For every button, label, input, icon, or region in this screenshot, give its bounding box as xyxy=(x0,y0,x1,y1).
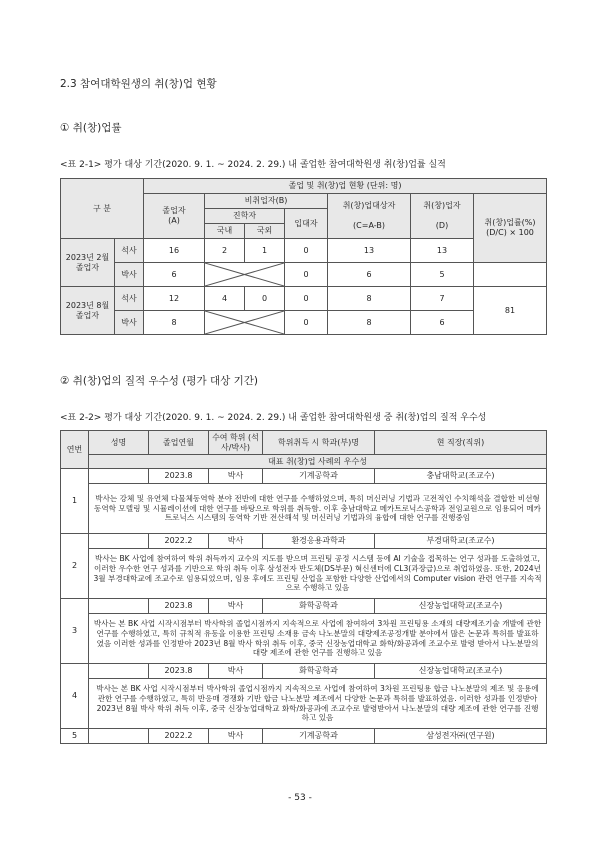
case-job: 삼성전자㈜(연구원) xyxy=(375,729,547,744)
case-date: 2023.8 xyxy=(149,599,209,614)
degree-cell: 석사 xyxy=(115,239,144,263)
target-cell: 8 xyxy=(328,311,411,335)
case-dept: 화학공학과 xyxy=(263,664,375,679)
case-dept: 기계공학과 xyxy=(263,729,375,744)
degree-cell: 박사 xyxy=(115,311,144,335)
case-no: 4 xyxy=(61,664,89,729)
case-job: 신장농업대학교(조교수) xyxy=(375,599,547,614)
abroad-cell: 0 xyxy=(245,287,285,311)
header-military: 입대자 xyxy=(285,209,328,239)
case-no: 5 xyxy=(61,729,89,744)
page-number: - 53 - xyxy=(288,793,312,803)
case-no: 1 xyxy=(61,469,89,534)
case-date: 2022.2 xyxy=(149,534,209,549)
case-degree: 박사 xyxy=(209,534,263,549)
case-degree: 박사 xyxy=(209,729,263,744)
target-cell: 6 xyxy=(328,263,411,287)
header-rate: 취(창)업률(%) (D/C) × 100 xyxy=(474,194,547,263)
military-cell: 0 xyxy=(285,311,328,335)
domestic-cell: 4 xyxy=(205,287,245,311)
employed-cell: 6 xyxy=(411,311,474,335)
case-name xyxy=(89,729,149,744)
header-status: 졸업 및 취(창)업 현황 (단위: 명) xyxy=(144,179,547,194)
case-name xyxy=(89,534,149,549)
graduates-cell: 12 xyxy=(144,287,205,311)
header-abroad: 국외 xyxy=(245,224,285,239)
subsection-employment-rate: ① 취(창)업률 xyxy=(60,122,122,134)
group-label: 2023년 8월 졸업자 xyxy=(61,287,115,335)
header-graduates: 졸업자 (A) xyxy=(144,194,205,239)
header-target: 취(창)업대상자 (C=A-B) xyxy=(328,194,411,239)
section-title: 2.3 참여대학원생의 취(창)업 현황 xyxy=(60,78,217,90)
header-name: 성명 xyxy=(89,431,149,455)
header-grad-date: 졸업연월 xyxy=(149,431,209,455)
case-job: 충남대학교(조교수) xyxy=(375,469,547,484)
header-nonemployed: 비취업자(B) xyxy=(205,194,328,209)
case-name xyxy=(89,664,149,679)
header-category: 구 분 xyxy=(61,179,144,239)
case-date: 2023.8 xyxy=(149,664,209,679)
case-degree: 박사 xyxy=(209,469,263,484)
case-job: 부경대학교(조교수) xyxy=(375,534,547,549)
employed-cell: 7 xyxy=(411,287,474,311)
case-degree: 박사 xyxy=(209,664,263,679)
target-cell: 13 xyxy=(328,239,411,263)
military-cell: 0 xyxy=(285,239,328,263)
case-degree: 박사 xyxy=(209,599,263,614)
degree-cell: 석사 xyxy=(115,287,144,311)
header-no: 연번 xyxy=(61,431,89,469)
military-cell: 0 xyxy=(285,287,328,311)
group-label: 2023년 2월 졸업자 xyxy=(61,239,115,287)
header-job: 현 직장(직위) xyxy=(375,431,547,455)
not-applicable-cell xyxy=(205,311,285,335)
header-further-study: 진학자 xyxy=(205,209,285,224)
employed-cell: 13 xyxy=(411,239,474,263)
table2-caption: <표 2-2> 평가 대상 기간(2020. 9. 1. ~ 2024. 2. 29.) 내 졸업한 참여대학원생 중 취(창)업의 질적 우수성 xyxy=(60,413,487,423)
case-description: 박사는 BK 사업에 참여하여 학위 취득까지 교수의 지도를 받으며 프린팅 공정 시스템 등에 AI 기술을 접목하는 연구 성과를 도출하였고, 이러한 우수한 연구 성과를 기반으로 학위 취득 이후 삼성전자 반도체(DS부문) 혁신센터에 CL3(과장급)으로 취업하였음. 또한, 2024년 3월 부경대학교에 조교수로 임용되었으며, 임용 후에도 프린팅 산업을 포함한 다양한 산업에서의 Computer vision 관련 연구를 지속적으로 수행하고 있음 xyxy=(89,549,547,599)
header-cases: 대표 취(창)업 사례의 우수성 xyxy=(89,455,547,469)
subsection-quality: ② 취(창)업의 질적 우수성 (평가 대상 기간) xyxy=(60,375,258,387)
case-dept: 기계공학과 xyxy=(263,469,375,484)
case-name xyxy=(89,599,149,614)
employment-quality-table xyxy=(60,430,547,744)
graduates-cell: 6 xyxy=(144,263,205,287)
case-description: 박사는 본 BK 사업 시작시점부터 박사학위 졸업시점까지 지속적으로 사업에 참여하여 3차원 프린팅용 소재의 대량제조기술 개발에 관한 연구를 수행하였고, 특히 규칙적 유동을 이용한 프린팅 소재용 금속 나노분말의 대량제조공정개발 분야에서 많은 논문과 특허를 발표하였음 이러한 성과를 인정받아 2023년 8월 박사 학위 취득 이후, 중국 신장농업대학교 화학/화공과에 조교수로 발령 받아서 나노분말의 대량 제조에 관한 연구를 진행하고 있음 xyxy=(89,614,547,664)
table1-caption: <표 2-1> 평가 대상 기간(2020. 9. 1. ~ 2024. 2. 29.) 내 졸업한 참여대학원생 취(창)업률 실적 xyxy=(60,160,446,170)
header-dept: 학위취득 시 학과(부)명 xyxy=(263,431,375,455)
header-domestic: 국내 xyxy=(205,224,245,239)
graduates-cell: 16 xyxy=(144,239,205,263)
military-cell: 0 xyxy=(285,263,328,287)
abroad-cell: 1 xyxy=(245,239,285,263)
header-degree: 수여 학위 (석사/박사) xyxy=(209,431,263,455)
degree-cell: 박사 xyxy=(115,263,144,287)
case-no: 3 xyxy=(61,599,89,664)
employment-rate-table xyxy=(60,178,547,335)
case-dept: 환경응용과학과 xyxy=(263,534,375,549)
case-date: 2022.2 xyxy=(149,729,209,744)
case-job: 신장농업대학교(조교수) xyxy=(375,664,547,679)
case-dept: 화학공학과 xyxy=(263,599,375,614)
case-name xyxy=(89,469,149,484)
case-description: 박사는 본 BK 사업 시작시점부터 박사학위 졸업시점까지 지속적으로 사업에 참여하여 3차원 프린팅용 합금 나노분말의 제조 및 응용에 관한 연구를 수행하였고, 특히 반응매 경쟁화 기반 합금 나노분말 제조에서 다양한 논문과 특허를 발표하였음. 이러한 성과를 인정받아 2023년 8월 박사 학위 취득 이후, 중국 신장농업대학교 화학/화공과에 조교수로 발령받아서 나노분말의 대량 제조에 관한 연구를 진행하고 있음 xyxy=(89,679,547,729)
domestic-cell: 2 xyxy=(205,239,245,263)
not-applicable-cell xyxy=(205,263,285,287)
case-description: 박사는 강체 및 유연체 다물체동역학 분야 전반에 대한 연구를 수행하였으며, 특히 머신러닝 기법과 고전적인 수치해석을 결합한 비선형 동역학 모델링 및 시뮬레이션에 대한 연구를 바탕으로 학위를 취득함. 이후 충남대학교 메카트로닉스공학과 전임교원으로 임용되어 메카트로닉스 시스템의 동역학 기반 전산해석 및 머신러닝 기법과의 융합에 대한 연구를 진행중임 xyxy=(89,484,547,534)
employed-cell: 5 xyxy=(411,263,474,287)
header-employed: 취(창)업자 (D) xyxy=(411,194,474,239)
case-date: 2023.8 xyxy=(149,469,209,484)
rate-cell: 81 xyxy=(474,287,547,335)
graduates-cell: 8 xyxy=(144,311,205,335)
case-no: 2 xyxy=(61,534,89,599)
target-cell: 8 xyxy=(328,287,411,311)
